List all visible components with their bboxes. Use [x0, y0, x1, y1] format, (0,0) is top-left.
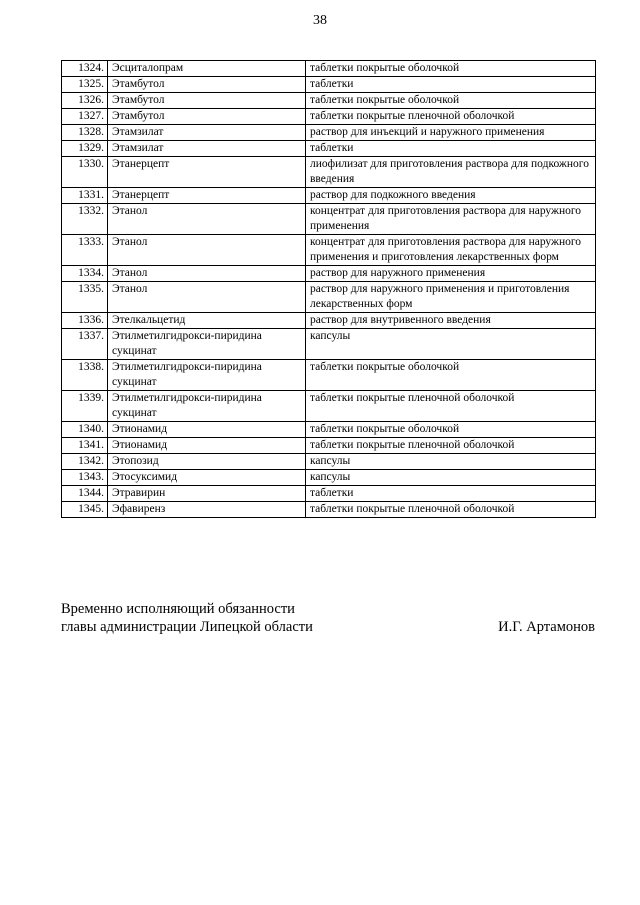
dosage-form: раствор для наружного применения [306, 266, 596, 282]
table-row [62, 188, 596, 204]
table-row [62, 77, 596, 93]
row-number: 1345. [62, 502, 108, 518]
table-row [62, 422, 596, 438]
row-number: 1337. [62, 329, 108, 360]
signatory-name: И.Г. Артамонов [498, 619, 595, 635]
dosage-form: таблетки покрытые пленочной оболочкой [306, 502, 596, 518]
dosage-form: капсулы [306, 329, 596, 360]
drug-name: Эфавиренз [108, 502, 306, 518]
drug-name: Этамзилат [108, 125, 306, 141]
row-number: 1342. [62, 454, 108, 470]
drug-name: Этравирин [108, 486, 306, 502]
row-number: 1327. [62, 109, 108, 125]
table-row [62, 282, 596, 313]
signature-position-line2: главы администрации Липецкой области [61, 619, 313, 635]
drug-name: Этанол [108, 204, 306, 235]
drug-name: Этанерцепт [108, 157, 306, 188]
row-number: 1336. [62, 313, 108, 329]
row-number: 1335. [62, 282, 108, 313]
dosage-form: таблетки покрытые оболочкой [306, 93, 596, 109]
dosage-form: таблетки покрытые пленочной оболочкой [306, 391, 596, 422]
dosage-form: лиофилизат для приготовления раствора для подкожного введения [306, 157, 596, 188]
table-row [62, 454, 596, 470]
drug-name: Этилметилгидрокси-пиридина сукцинат [108, 329, 306, 360]
row-number: 1339. [62, 391, 108, 422]
page-number: 38 [313, 13, 327, 28]
table-row [62, 329, 596, 360]
drug-name: Этамбутол [108, 93, 306, 109]
drug-name: Этосуксимид [108, 470, 306, 486]
row-number: 1326. [62, 93, 108, 109]
dosage-form: таблетки покрытые оболочкой [306, 360, 596, 391]
drug-name: Этамбутол [108, 77, 306, 93]
drug-name: Этанерцепт [108, 188, 306, 204]
dosage-form: концентрат для приготовления раствора для наружного применения и приготовления лекарственных форм [306, 235, 596, 266]
drug-name: Этионамид [108, 422, 306, 438]
drug-name: Этилметилгидрокси-пиридина сукцинат [108, 360, 306, 391]
table-row [62, 93, 596, 109]
row-number: 1329. [62, 141, 108, 157]
table-row [62, 109, 596, 125]
dosage-form: капсулы [306, 470, 596, 486]
table-row [62, 125, 596, 141]
dosage-form: таблетки покрытые оболочкой [306, 61, 596, 77]
dosage-form: раствор для наружного применения и приготовления лекарственных форм [306, 282, 596, 313]
drug-name: Этанол [108, 282, 306, 313]
table-row [62, 438, 596, 454]
dosage-form: таблетки [306, 141, 596, 157]
drug-name: Этилметилгидрокси-пиридина сукцинат [108, 391, 306, 422]
drug-name: Этамзилат [108, 141, 306, 157]
table-row [62, 360, 596, 391]
dosage-form: концентрат для приготовления раствора для наружного применения [306, 204, 596, 235]
table-row [62, 391, 596, 422]
table-row [62, 157, 596, 188]
signature-row [61, 618, 595, 636]
row-number: 1343. [62, 470, 108, 486]
dosage-form: таблетки [306, 486, 596, 502]
drug-name: Этионамид [108, 438, 306, 454]
table-row [62, 61, 596, 77]
row-number: 1344. [62, 486, 108, 502]
signature-position-line1: Временно исполняющий обязанности [61, 601, 295, 617]
table-row [62, 235, 596, 266]
dosage-form: таблетки покрытые пленочной оболочкой [306, 438, 596, 454]
table-row [62, 486, 596, 502]
table-row [62, 141, 596, 157]
drug-name: Этанол [108, 235, 306, 266]
dosage-form: таблетки покрытые пленочной оболочкой [306, 109, 596, 125]
dosage-form: раствор для инъекций и наружного применения [306, 125, 596, 141]
row-number: 1332. [62, 204, 108, 235]
drug-list-table [61, 60, 596, 518]
table-row [62, 502, 596, 518]
dosage-form: таблетки [306, 77, 596, 93]
drug-name: Этамбутол [108, 109, 306, 125]
table-body [62, 61, 596, 518]
row-number: 1333. [62, 235, 108, 266]
dosage-form: таблетки покрытые оболочкой [306, 422, 596, 438]
table-row [62, 470, 596, 486]
dosage-form: капсулы [306, 454, 596, 470]
row-number: 1324. [62, 61, 108, 77]
row-number: 1325. [62, 77, 108, 93]
table-row [62, 266, 596, 282]
row-number: 1330. [62, 157, 108, 188]
row-number: 1334. [62, 266, 108, 282]
row-number: 1340. [62, 422, 108, 438]
table-row [62, 204, 596, 235]
dosage-form: раствор для внутривенного введения [306, 313, 596, 329]
signature-block [61, 600, 595, 636]
dosage-form: раствор для подкожного введения [306, 188, 596, 204]
row-number: 1328. [62, 125, 108, 141]
drug-name: Эсциталопрам [108, 61, 306, 77]
table-row [62, 313, 596, 329]
drug-name: Этелкальцетид [108, 313, 306, 329]
drug-name: Этанол [108, 266, 306, 282]
row-number: 1338. [62, 360, 108, 391]
row-number: 1341. [62, 438, 108, 454]
row-number: 1331. [62, 188, 108, 204]
drug-name: Этопозид [108, 454, 306, 470]
